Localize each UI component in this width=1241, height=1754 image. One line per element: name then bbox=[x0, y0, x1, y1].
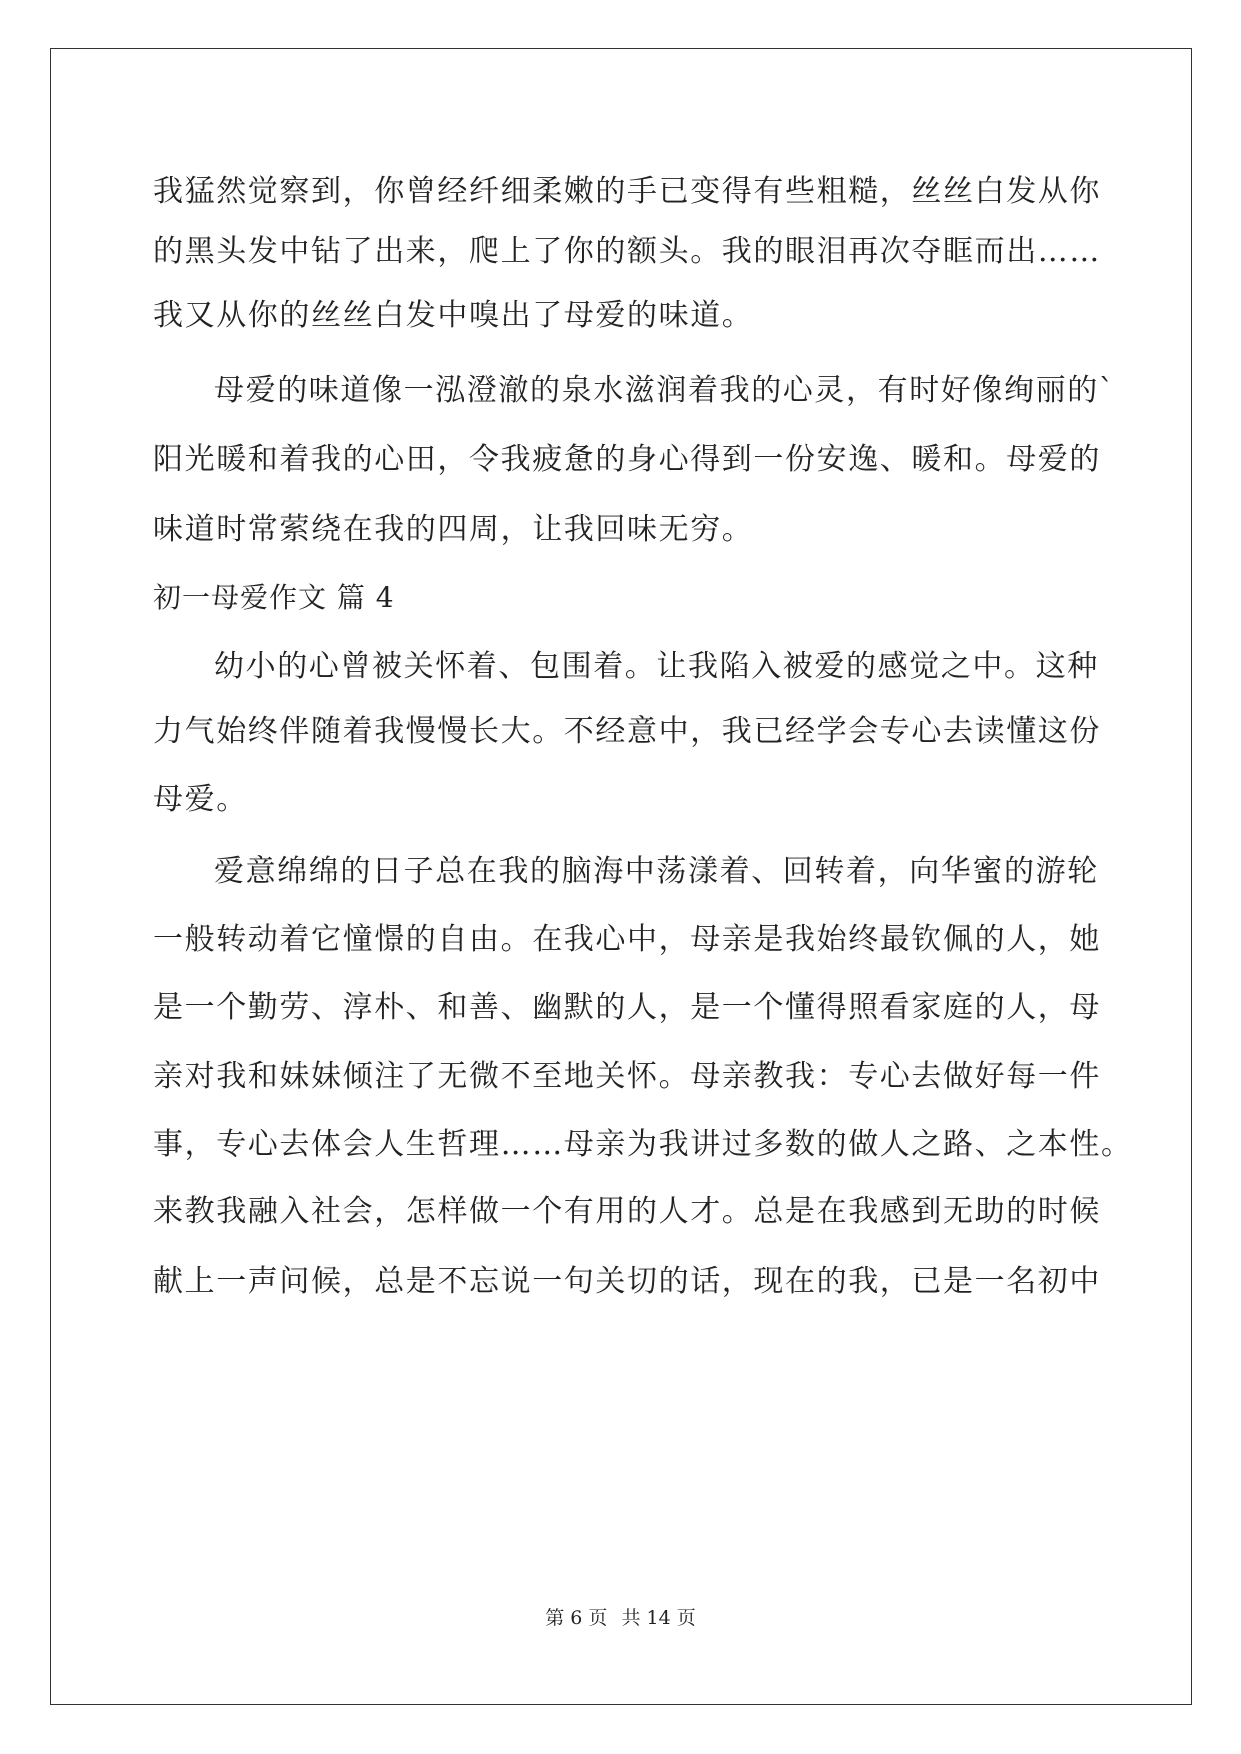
page-footer bbox=[0, 1606, 1241, 1630]
text-line: 是一个勤劳、淳朴、和善、幽默的人，是一个懂得照看家庭的人，母 bbox=[153, 990, 1101, 1025]
text-line: 亲对我和妹妹倾注了无微不至地关怀。母亲教我：专心去做好每一件 bbox=[153, 1059, 1101, 1094]
text-line: 来教我融入社会，怎样做一个有用的人才。总是在我感到无助的时候 bbox=[153, 1194, 1101, 1229]
text-line: 力气始终伴随着我慢慢长大。不经意中，我已经学会专心去读懂这份 bbox=[153, 714, 1101, 749]
text-line: 事，专心去体会人生哲理……母亲为我讲过多数的做人之路、之本性。 bbox=[153, 1127, 1133, 1162]
section-heading: 初一母爱作文 篇 4 bbox=[153, 581, 395, 614]
text-line: 阳光暖和着我的心田，令我疲惫的身心得到一份安逸、暖和。母爱的 bbox=[153, 442, 1101, 477]
text-line: 母爱的味道像一泓澄澈的泉水滋润着我的心灵，有时好像绚丽的` bbox=[214, 373, 1116, 408]
page-number: 第 6 页 bbox=[545, 1607, 608, 1629]
text-line: 味道时常萦绕在我的四周，让我回味无穷。 bbox=[153, 512, 754, 547]
text-line: 的黑头发中钻了出来，爬上了你的额头。我的眼泪再次夺眶而出…… bbox=[153, 234, 1101, 269]
text-line: 幼小的心曾被关怀着、包围着。让我陷入被爱的感觉之中。这种 bbox=[214, 649, 1099, 684]
text-line: 我又从你的丝丝白发中嗅出了母爱的味道。 bbox=[153, 298, 754, 333]
text-line: 母爱。 bbox=[153, 782, 248, 817]
text-line: 献上一声问候，总是不忘说一句关切的话，现在的我，已是一名初中 bbox=[153, 1264, 1101, 1299]
text-line: 爱意绵绵的日子总在我的脑海中荡漾着、回转着，向华蜜的游轮 bbox=[214, 854, 1099, 889]
page-total: 共 14 页 bbox=[621, 1607, 696, 1629]
text-line: 我猛然觉察到，你曾经纤细柔嫩的手已变得有些粗糙，丝丝白发从你 bbox=[153, 174, 1101, 209]
text-line: 一般转动着它憧憬的自由。在我心中，母亲是我始终最钦佩的人，她 bbox=[153, 922, 1101, 957]
